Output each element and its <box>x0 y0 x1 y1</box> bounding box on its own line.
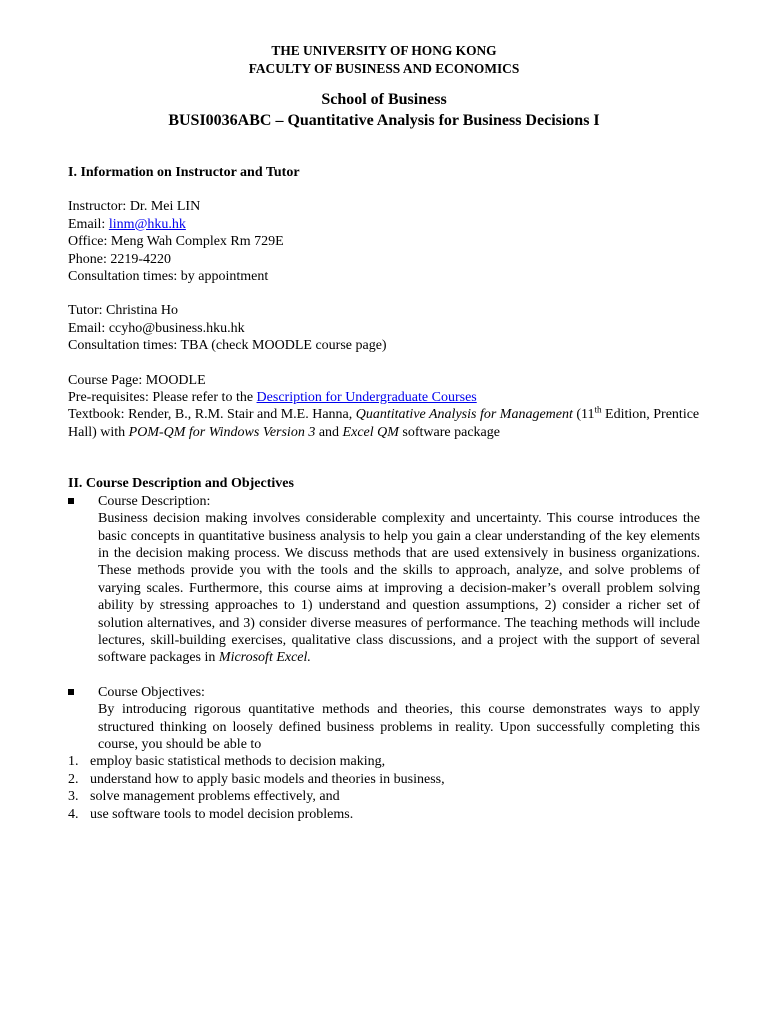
objective-text: use software tools to model decision problems. <box>90 806 354 822</box>
prerequisites-label: Pre-requisites: Please refer to the <box>68 390 257 406</box>
course-description-text: Business decision making involves considerable complexity and uncertainty. This course introduces the basic concepts in quantitative business analysis to help you gain a clear understanding of the key elements in the decision making process. We discuss methods that are used extensively in business organizations. These methods provide you with the tools and the skills to approach, analyze, and solve problems of varying scales. Furthermore, this course aims at improving a decision-maker’s overall problem solving ability by stressing approaches to 1) understand and question assumptions, 2) consider a richer set of solution alternatives, and 3) consider diverse measures of performance. The teaching methods will include lectures, skill-building exercises, qualitative class discussions, and a project with the support of several software packages in <box>98 511 700 666</box>
university-name: THE UNIVERSITY OF HONG KONG <box>271 43 497 58</box>
instructor-email-line <box>68 216 700 233</box>
textbook-software-excelqm: Excel QM <box>342 424 399 440</box>
textbook-software-pomqm: POM-QM for Windows Version 3 <box>128 424 316 440</box>
course-description-software: Microsoft Excel. <box>218 650 311 666</box>
objective-number: 4. <box>68 806 79 822</box>
instructor-phone: Phone: 2219-4220 <box>68 251 172 267</box>
instructor-info <box>68 198 700 285</box>
tutor-info <box>68 302 700 354</box>
undergraduate-courses-link[interactable]: Description for Undergraduate Courses <box>256 390 477 406</box>
instructor-office: Office: Meng Wah Complex Rm 729E <box>68 234 284 250</box>
tutor-consultation: Consultation times: TBA (check MOODLE course page) <box>68 338 387 354</box>
textbook-title: Quantitative Analysis for Management <box>355 407 573 423</box>
course-objectives-item <box>68 684 700 754</box>
course-page: Course Page: MOODLE <box>68 372 206 388</box>
instructor-name: Instructor: Dr. Mei LIN <box>68 199 201 215</box>
textbook-edition: (11 <box>572 407 595 423</box>
objective-text: employ basic statistical methods to decision making, <box>90 754 386 770</box>
instructor-email-link[interactable]: linm@hku.hk <box>108 216 186 232</box>
textbook-line <box>68 406 700 441</box>
course-title: BUSI0036ABC – Quantitative Analysis for Business Decisions I <box>168 112 600 129</box>
document-header <box>68 42 700 78</box>
tutor-email: Email: ccyho@business.hku.hk <box>68 320 245 336</box>
course-header <box>68 89 700 131</box>
objective-number: 2. <box>68 771 79 787</box>
objective-text: solve management problems effectively, and <box>90 789 340 805</box>
textbook-edition-sup: th <box>594 404 602 415</box>
objectives-list <box>68 753 700 823</box>
textbook-prefix: Textbook: Render, B., R.M. Stair and M.E. Hanna, <box>68 407 356 423</box>
document-page <box>68 42 700 823</box>
square-bullet-icon <box>68 498 74 504</box>
faculty-name: FACULTY OF BUSINESS AND ECONOMICS <box>248 61 520 76</box>
objective-text: understand how to apply basic models and theories in business, <box>90 771 445 787</box>
objective-number: 1. <box>68 754 79 770</box>
course-objectives-intro: By introducing rigorous quantitative methods and theories, this course demonstrates ways to apply structured thinking on loosely defined business problems in reality. Upon successfully completing this course, you should be able to <box>98 702 700 752</box>
email-label: Email: <box>68 216 109 232</box>
objective-number: 3. <box>68 789 79 805</box>
course-description-label: Course Description: <box>98 493 211 509</box>
textbook-suffix: software package <box>398 424 500 440</box>
course-description-item <box>68 493 700 667</box>
objective-item <box>68 771 700 788</box>
course-description-body <box>98 510 700 667</box>
section-heading-instructor-tutor: I. Information on Instructor and Tutor <box>68 165 300 180</box>
school-name: School of Business <box>321 91 447 108</box>
textbook-and: and <box>315 424 343 440</box>
objective-item <box>68 788 700 805</box>
objective-item <box>68 753 700 770</box>
square-bullet-icon <box>68 689 74 695</box>
course-objectives-label: Course Objectives: <box>98 684 205 700</box>
tutor-name: Tutor: Christina Ho <box>68 303 178 319</box>
objective-item <box>68 806 700 823</box>
instructor-consultation: Consultation times: by appointment <box>68 269 269 285</box>
prerequisites-line <box>68 389 700 406</box>
section-heading-course-description: II. Course Description and Objectives <box>68 476 294 492</box>
textbook-edition-rest: Edition, Prentice Hall) with <box>68 407 700 440</box>
